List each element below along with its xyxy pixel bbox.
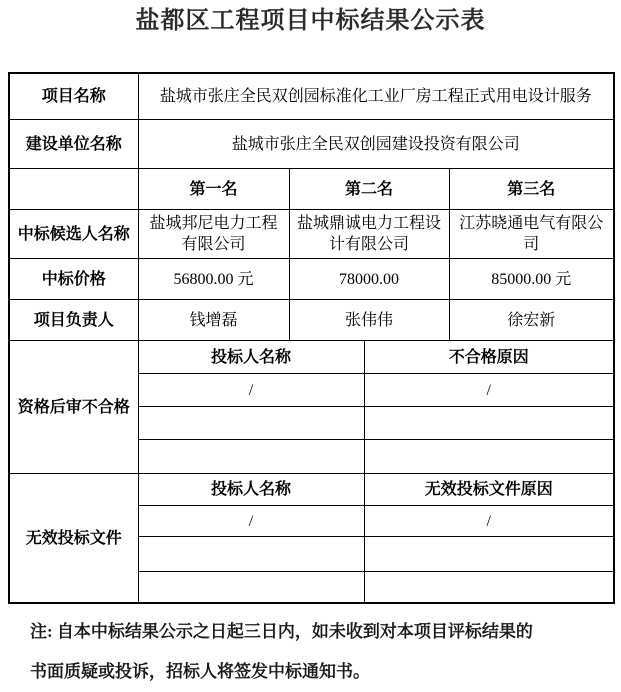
rank-third-header: 第三名: [449, 169, 614, 210]
manager-third-value: 徐宏新: [449, 300, 614, 341]
qualification-bidder-cell: [138, 407, 364, 440]
table-row: [9, 300, 614, 341]
invalid-reason-cell: [364, 537, 614, 572]
table-row: [9, 259, 614, 300]
footer-note: [30, 612, 595, 692]
invalid-section-label: 无效投标文件: [9, 474, 138, 604]
price-second-value: 78000.00: [289, 259, 449, 300]
invalid-reason-cell: [364, 572, 614, 604]
qualification-bidder-cell: [138, 440, 364, 474]
table-row: [9, 474, 614, 506]
qualification-bidder-cell: /: [138, 374, 364, 407]
rank-first-header: 第一名: [138, 169, 289, 210]
candidate-first-value: 盐城邦尼电力工程有限公司: [138, 210, 289, 259]
price-third-value: 85000.00 元: [449, 259, 614, 300]
manager-label: 项目负责人: [9, 300, 138, 341]
candidate-third-value: 江苏晓通电气有限公司: [449, 210, 614, 259]
bid-result-table: [8, 72, 615, 604]
manager-first-value: 钱增磊: [138, 300, 289, 341]
invalid-bidder-cell: [138, 572, 364, 604]
qualification-reason-header: 不合格原因: [364, 341, 614, 374]
price-first-value: 56800.00 元: [138, 259, 289, 300]
project-name-label: 项目名称: [9, 73, 138, 120]
table-row: [9, 73, 614, 120]
qualification-bidder-header: 投标人名称: [138, 341, 364, 374]
page-title: 盐都区工程项目中标结果公示表: [135, 7, 486, 34]
table-row: [9, 341, 614, 374]
footer-note-line2: 书面质疑或投诉，招标人将签发中标通知书。: [30, 662, 370, 681]
candidate-second-value: 盐城鼎诚电力工程设计有限公司: [289, 210, 449, 259]
qualification-reason-cell: /: [364, 374, 614, 407]
table-row: [9, 210, 614, 259]
owner-name-value: 盐城市张庄全民双创园建设投资有限公司: [138, 120, 614, 169]
table-row: [9, 120, 614, 169]
price-label: 中标价格: [9, 259, 138, 300]
project-name-value: 盐城市张庄全民双创园标准化工业厂房工程正式用电设计服务: [138, 73, 614, 120]
invalid-bidder-header: 投标人名称: [138, 474, 364, 506]
manager-second-value: 张伟伟: [289, 300, 449, 341]
table-row: [9, 169, 614, 210]
rank-row-blank-cell: [9, 169, 138, 210]
qualification-reason-cell: [364, 440, 614, 474]
rank-second-header: 第二名: [289, 169, 449, 210]
invalid-bidder-cell: [138, 537, 364, 572]
qualification-reason-cell: [364, 407, 614, 440]
owner-name-label: 建设单位名称: [9, 120, 138, 169]
invalid-reason-cell: /: [364, 506, 614, 537]
footer-note-line1: 注: 自本中标结果公示之日起三日内，如未收到对本项目评标结果的: [30, 622, 533, 641]
invalid-bidder-cell: /: [138, 506, 364, 537]
candidates-label: 中标候选人名称: [9, 210, 138, 259]
qualification-section-label: 资格后审不合格: [9, 341, 138, 474]
invalid-reason-header: 无效投标文件原因: [364, 474, 614, 506]
